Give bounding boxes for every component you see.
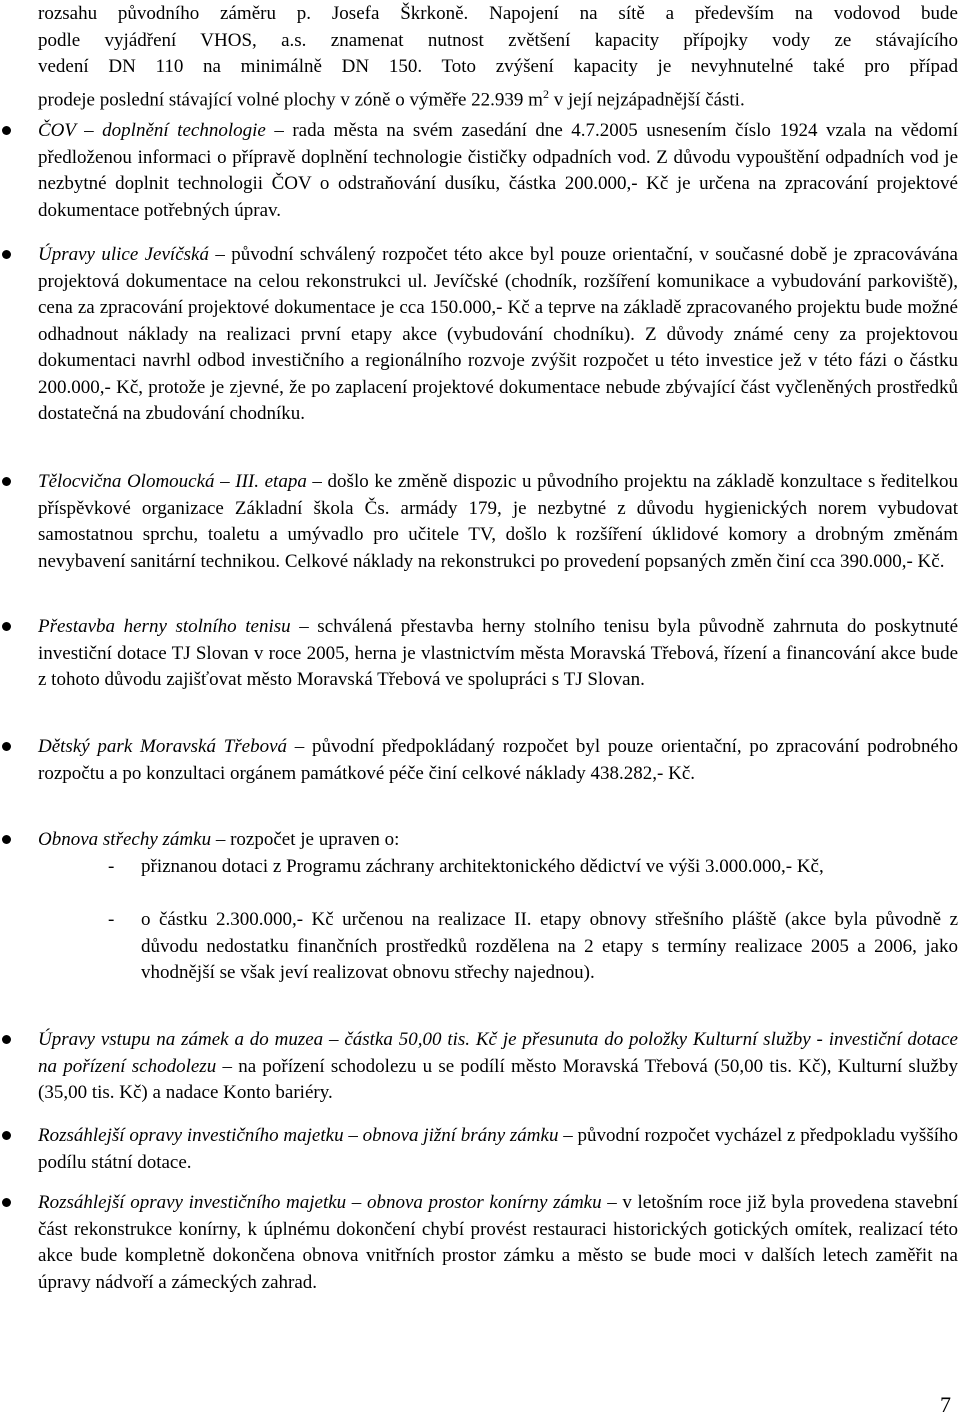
intro-paragraph (38, 1, 958, 113)
item-title: Dětský park Moravská Třebová (38, 736, 288, 757)
intro-line-2: podle vyjádření VHOS, a.s. znamenat nutnost zvětšení kapacity přípojky vody ze stávajícího (38, 29, 958, 51)
sub-item-text: přiznanou dotaci z Programu záchrany architektonického dědictví ve výši 3.000.000,- Kč, (141, 856, 824, 877)
bullet-dot (2, 250, 14, 262)
list-item (38, 1123, 958, 1176)
intro-line-3: vedení DN 110 na minimálně DN 150. Toto zvýšení kapacity je nevyhnutelné také pro případ (38, 56, 958, 77)
item-text: – původní rozpočet vycházel z předpokladu vyššího podílu státní dotace. (38, 1125, 958, 1173)
bullet-dot (2, 1131, 14, 1143)
page-number: 7 (940, 1392, 951, 1417)
item-title: ČOV – doplnění technologie (38, 120, 266, 141)
bullet-dot (2, 742, 14, 754)
sub-item-dash: - (108, 856, 115, 877)
list-item (38, 242, 958, 428)
item-title: Obnova střechy zámku (38, 829, 212, 850)
list-item (38, 827, 958, 854)
list-item (38, 118, 958, 224)
item-title: Rozsáhlejší opravy investičního majetku – obnova prostor konírny zámku (38, 1192, 602, 1213)
bullet-dot (2, 835, 14, 847)
item-text: – rada města na svém zasedání dne 4.7.2005 usnesením číslo 1924 vzala na vědomí předloženou informaci o přípravě doplnění technologie čističky odpadních vod. Z důvodu vypouštění odpadních vod je nezbytné doplnit technologii ČOV o odstraňování dusíku, částka 200.000,- Kč je určena na zpracování projektové dokumentace potřebných úprav. (38, 120, 958, 221)
item-title: Úpravy ulice Jevíčská (38, 244, 209, 265)
bullet-dot (2, 126, 14, 138)
bullet-dot (2, 1198, 14, 1210)
list-item (38, 469, 958, 575)
item-text: – na pořízení schodolezu u se podílí město Moravská Třebová (50,00 tis. Kč), Kulturní služby (35,00 tis. Kč) a nadace Konto bariéry. (38, 1055, 958, 1103)
sub-item-text: o částku 2.300.000,- Kč určenou na realizace II. etapy obnovy střešního pláště (akce byla původně z důvodu nedostatku finančních prostředků rozdělena na 2 etapy s termíny realizace 2005 a 2006, jako vhodnější se však jeví realizovat obnovu střechy najednou). (141, 909, 958, 983)
list-item (38, 614, 958, 694)
intro-line-4-end: v její nejzápadnější části. (548, 88, 745, 110)
item-text: – původní předpokládaný rozpočet byl pouze orientační, po zpracování podrobného rozpočtu a po konzultaci orgánem památkové péče činí celkové náklady 438.282,- Kč. (38, 736, 958, 784)
item-text: – došlo ke změně dispozic u původního projektu na základě konzultace s ředitelkou příspěvkové organizace Základní škola Čs. armády 179, je nezbytné z důvodu hygienických norem vybudovat samostatnou sprchu, toaletu a umývadlo pro učitele TV, došlo k rozšíření úklidové komory a drobným změnám nevybavení sanitární technikou. Celkové náklady na rekonstrukci po provedení popsaných změn činí cca 390.000,- Kč. (38, 471, 958, 572)
item-text: – schválená přestavba herny stolního tenisu byla původně zahrnuta do poskytnuté investiční dotace TJ Slovan v roce 2005, herna je vlastnictvím města Moravská Třebová, řízení a financování akce bude z tohoto důvodu zajišťovat město Moravská Třebová ve spolupráci s TJ Slovan. (38, 616, 959, 690)
superscript-2: 2 (542, 86, 549, 101)
intro-line-4 (38, 81, 958, 114)
bullet-dot (2, 622, 14, 634)
item-text: – v letošním roce již byla provedena stavební část rekonstrukce konírny, k úplnému dokončení chybí provést restauraci historických gotických omítek, realizací této akce bude kompletně dokončena obnova vnitřních prostor zámku a město se bude moci v dalších letech zaměřit na úpravy nádvoří a zámeckých zahrad. (38, 1192, 958, 1293)
item-title: Rozsáhlejší opravy investičního majetku – obnova jižní brány zámku (38, 1125, 559, 1146)
list-item (38, 1190, 958, 1296)
item-title: Tělocvična Olomoucká – III. etapa (38, 471, 307, 492)
bullet-dot (2, 477, 14, 489)
sub-item-dash: - (108, 909, 115, 930)
intro-line-4-text: prodeje poslední stávající volné plochy v zóně o výměře 22.939 m (38, 88, 543, 110)
intro-line-1: rozsahu původního záměru p. Josefa Škrkoně. Napojení na sítě a především na vodovod bude (38, 3, 958, 24)
list-item (38, 734, 958, 787)
list-item (38, 1027, 958, 1107)
bullet-dot (2, 1035, 14, 1047)
item-text: – rozpočet je upraven o: (211, 829, 400, 850)
item-title: Úpravy vstupu na zámek a do muzea – částka 50,00 tis. Kč je přesunuta do položky Kulturní služby - investiční dotace na pořízení schodolezu (38, 1029, 958, 1077)
item-title: Přestavba herny stolního tenisu (38, 616, 291, 637)
item-text: – původní schválený rozpočet této akce byl pouze orientační, v současné době je zpracovávána projektová dokumentace na celou rekonstrukci ul. Jevíčské (chodník, rozšíření komunikace a vybudování parkoviště), cena za zpracování projektové dokumentace je cca 150.000,- Kč a teprve na základě zpracovaného projektu bude možné odhadnout náklady na realizaci první etapy akce (vybudování chodníku). Z důvody známé ceny za projektovou dokumentaci navrhl odbod investičního a regionálního rozvoje zvýšit rozpočet u této investice jež v této fázi o částku 200.000,- Kč, protože je zjevné, že po zaplacení projektové dokumentace nebude zbývající část vyčleněných prostředků dostatečná na zbudování chodníku. (38, 244, 958, 424)
